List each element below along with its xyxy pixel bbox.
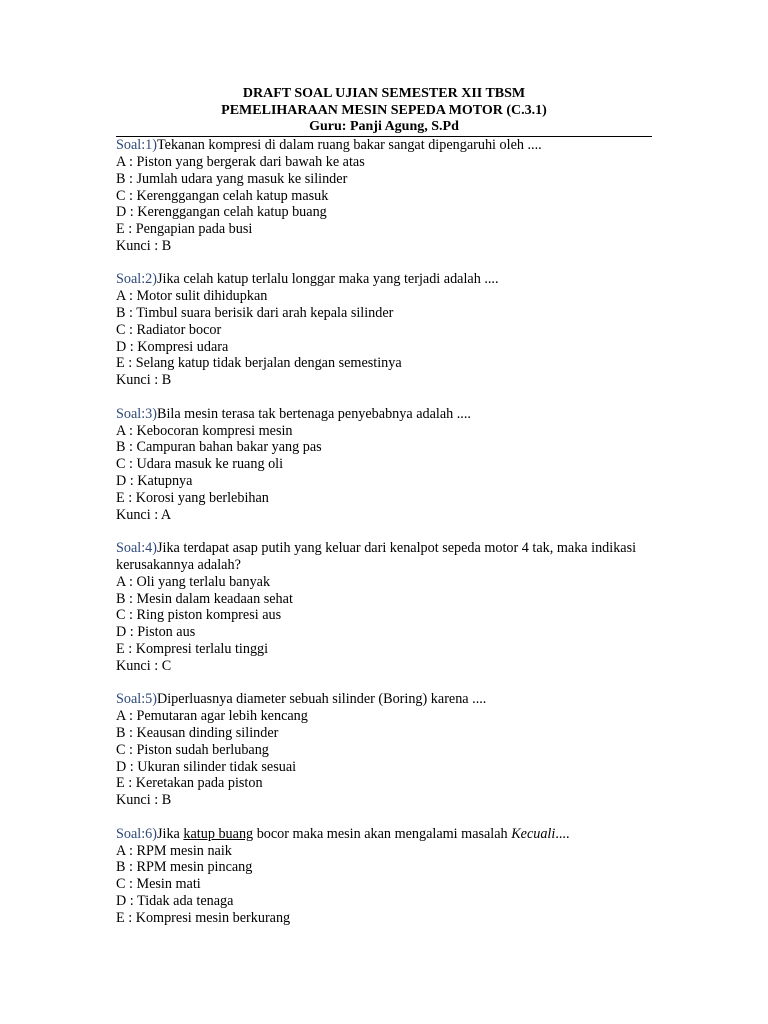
question-6-option-c: C : Mesin mati: [116, 876, 201, 893]
question-5-text: Diperluasnya diameter sebuah silinder (Boring) karena ....: [156, 691, 487, 708]
header-subject: PEMELIHARAAN MESIN SEPEDA MOTOR (C.3.1): [221, 102, 547, 118]
question-4-option-d: D : Piston aus: [116, 624, 196, 641]
question-6-label: Soal:6): [116, 825, 157, 842]
question-1-stem: [116, 137, 652, 154]
question-3-answer-key: Kunci : A: [116, 506, 172, 523]
question-6-text-italic: Kecuali: [511, 825, 556, 842]
question-5-answer-key: Kunci : B: [116, 792, 172, 809]
question-3-text: Bila mesin terasa tak bertenaga penyebabnya adalah ....: [156, 405, 471, 422]
question-1-option-c: C : Kerenggangan celah katup masuk: [116, 187, 329, 204]
question-3: [116, 406, 652, 524]
question-6-option-b: B : RPM mesin pincang: [116, 859, 253, 876]
question-3-option-c: C : Udara masuk ke ruang oli: [116, 456, 284, 473]
question-2-stem: [116, 271, 652, 288]
question-2-option-d: D : Kompresi udara: [116, 338, 229, 355]
question-1: [116, 137, 652, 255]
question-1-option-a: A : Piston yang bergerak dari bawah ke atas: [116, 153, 365, 170]
question-3-stem: [116, 406, 652, 423]
question-1-option-d: D : Kerenggangan celah katup buang: [116, 204, 327, 221]
question-6-option-a: A : RPM mesin naik: [116, 842, 232, 859]
question-5-stem: [116, 691, 652, 708]
question-4: [116, 540, 652, 674]
question-2-option-c: C : Radiator bocor: [116, 321, 222, 338]
question-4-stem: [116, 540, 652, 574]
question-1-option-e: E : Pengapian pada busi: [116, 221, 253, 238]
question-4-option-a: A : Oli yang terlalu banyak: [116, 573, 271, 590]
question-4-text: Jika terdapat asap putih yang keluar dari kenalpot sepeda motor 4 tak, maka indikasi kerusakannya adalah?: [116, 540, 637, 574]
question-1-option-b: B : Jumlah udara yang masuk ke silinder: [116, 170, 348, 187]
question-list: [116, 137, 652, 926]
question-6-text-after: ....: [555, 825, 570, 842]
question-6-text-middle: bocor maka mesin akan mengalami masalah: [253, 825, 512, 842]
question-2-label: Soal:2): [116, 271, 157, 288]
question-3-option-b: B : Campuran bahan bakar yang pas: [116, 439, 322, 456]
question-6-option-e: E : Kompresi mesin berkurang: [116, 909, 291, 926]
question-5-option-a: A : Pemutaran agar lebih kencang: [116, 708, 308, 725]
question-6-option-d: D : Tidak ada tenaga: [116, 892, 234, 909]
header-title: DRAFT SOAL UJIAN SEMESTER XII TBSM: [242, 86, 526, 101]
question-4-option-c: C : Ring piston kompresi aus: [116, 607, 282, 624]
question-2: [116, 271, 652, 389]
question-6-text-underlined: katup buang: [183, 825, 254, 842]
question-3-label: Soal:3): [116, 405, 157, 422]
question-1-answer-key: Kunci : B: [116, 237, 172, 254]
question-2-option-e: E : Selang katup tidak berjalan dengan semestinya: [116, 355, 402, 372]
question-3-option-e: E : Korosi yang berlebihan: [116, 489, 269, 506]
question-6-stem: [116, 826, 652, 843]
question-4-label: Soal:4): [116, 540, 157, 557]
question-1-label: Soal:1): [116, 137, 157, 154]
question-5-option-c: C : Piston sudah berlubang: [116, 741, 269, 758]
question-3-option-d: D : Katupnya: [116, 473, 193, 490]
question-2-option-b: B : Timbul suara berisik dari arah kepala silinder: [116, 305, 394, 322]
exam-document: [116, 0, 652, 927]
question-4-answer-key: Kunci : C: [116, 657, 172, 674]
question-4-option-b: B : Mesin dalam keadaan sehat: [116, 590, 293, 607]
document-header: [116, 86, 652, 136]
question-2-answer-key: Kunci : B: [116, 372, 172, 389]
question-5-label: Soal:5): [116, 691, 157, 708]
question-4-option-e: E : Kompresi terlalu tinggi: [116, 641, 269, 658]
question-5-option-d: D : Ukuran silinder tidak sesuai: [116, 758, 297, 775]
question-2-option-a: A : Motor sulit dihidupkan: [116, 288, 268, 305]
question-6-text-before: Jika: [156, 825, 184, 842]
question-5-option-e: E : Keretakan pada piston: [116, 775, 263, 792]
question-5: [116, 691, 652, 809]
question-1-text: Tekanan kompresi di dalam ruang bakar sangat dipengaruhi oleh ....: [156, 137, 542, 154]
question-3-option-a: A : Kebocoran kompresi mesin: [116, 422, 293, 439]
header-teacher: Guru: Panji Agung, S.Pd: [309, 119, 459, 135]
question-6: [116, 826, 652, 927]
question-5-option-b: B : Keausan dinding silinder: [116, 725, 279, 741]
question-2-text: Jika celah katup terlalu longgar maka yang terjadi adalah ....: [156, 271, 499, 288]
